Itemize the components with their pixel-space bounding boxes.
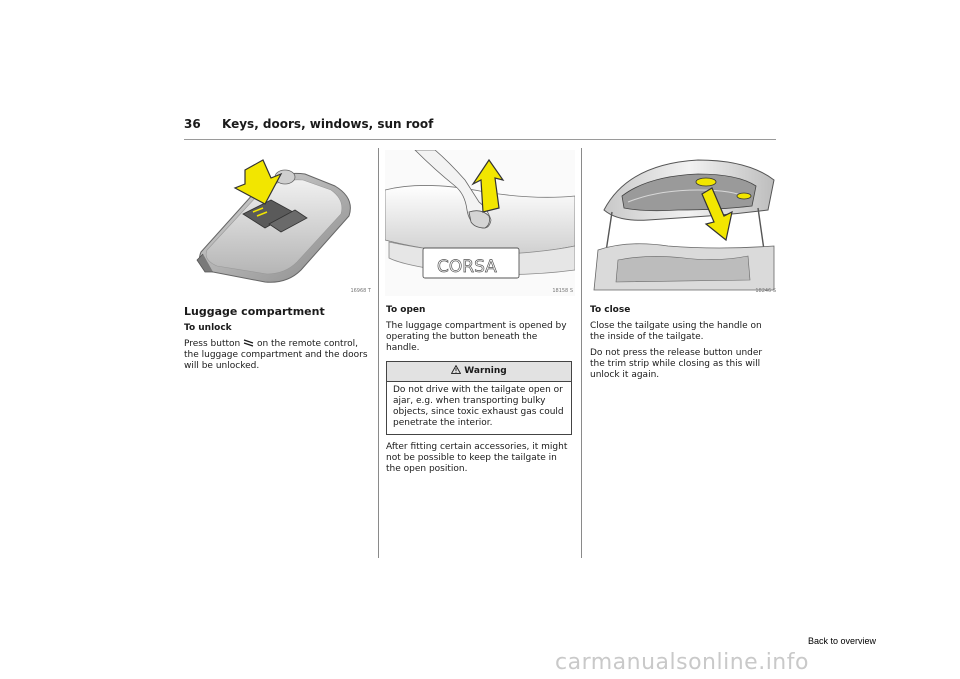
figure-code: 18246 S: [755, 288, 776, 294]
close-caution: Do not press the release button under the trim strip while closing as this will unlock it again.: [590, 348, 763, 380]
warning-text: Do not drive with the tailgate open or ajar, e.g. when transporting bulky objects, since toxic exhaust gas could penetrate the interior.: [393, 385, 564, 428]
remote-key-illustration: [183, 150, 373, 296]
unlock-text-end: on the remote control, the luggage compartment and the doors will be unlocked.: [184, 339, 368, 371]
watermark: carmanualsonline.info: [555, 650, 809, 675]
right-column: [590, 305, 776, 386]
subtitle-to-unlock: To unlock: [184, 323, 232, 333]
section-title: Luggage compartment: [184, 305, 325, 318]
figure-remote-key: [183, 150, 373, 296]
figure-tailgate-open: [385, 150, 575, 296]
unlock-instructions: [184, 339, 369, 372]
figure-code: 16968 T: [350, 288, 371, 294]
tailgate-close-illustration: [588, 150, 778, 296]
open-instructions: The luggage compartment is opened by operating the button beneath the handle.: [386, 321, 567, 353]
plate-text: CORSA: [437, 257, 497, 277]
tailgate-button-icon: [243, 339, 254, 347]
unlock-text-start: Press button: [184, 339, 244, 349]
warning-triangle-icon: [451, 365, 461, 374]
tailgate-open-illustration: [385, 150, 575, 296]
warning-box: [386, 361, 572, 435]
warning-header: [387, 362, 571, 382]
close-instructions: Close the tailgate using the handle on the inside of the tailgate.: [590, 321, 762, 342]
subtitle-to-close: To close: [590, 305, 631, 315]
warning-title: Warning: [464, 366, 507, 376]
left-column: [184, 305, 369, 377]
subtitle-to-open: To open: [386, 305, 426, 315]
figure-tailgate-close: [588, 150, 778, 296]
back-to-overview-link[interactable]: Back to overview: [808, 636, 877, 646]
middle-column: [386, 305, 572, 480]
page-header: [184, 117, 776, 140]
figure-code: 18158 S: [552, 288, 573, 294]
page-number: 36: [184, 117, 201, 131]
column-divider: [581, 148, 582, 558]
accessories-note: After fitting certain accessories, it might not be possible to keep the tailgate in the open position.: [386, 442, 568, 474]
column-divider: [378, 148, 379, 558]
chapter-title: Keys, doors, windows, sun roof: [222, 117, 434, 131]
